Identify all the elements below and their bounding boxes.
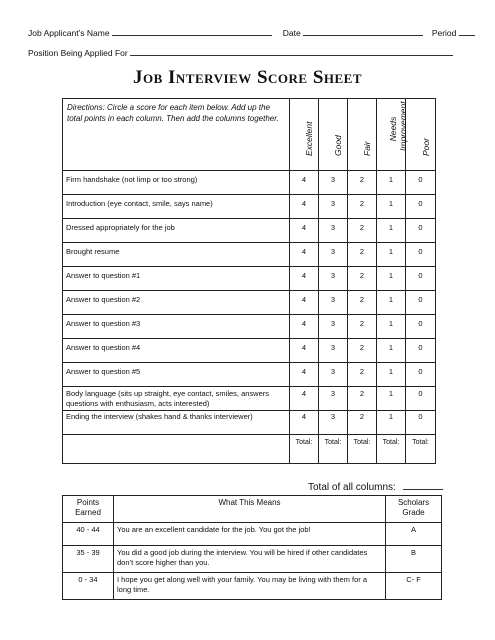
grade-row [63, 546, 442, 573]
table-row [63, 315, 436, 339]
score-cell[interactable]: 3 [319, 171, 348, 195]
score-cell[interactable]: 0 [406, 339, 436, 363]
directions-text: Directions: Circle a score for each item below. Add up the total points in each column. Then add the columns together. [63, 99, 290, 171]
scholars-grade-header: Scholars Grade [386, 496, 442, 523]
score-cell[interactable]: 2 [348, 315, 377, 339]
date-field[interactable] [303, 28, 423, 36]
position-field[interactable] [130, 48, 453, 56]
item-label: Answer to question #2 [63, 291, 290, 315]
grade-table [62, 495, 442, 600]
grade-row [63, 523, 442, 546]
score-cell[interactable]: 0 [406, 291, 436, 315]
points-earned-header: Points Earned [63, 496, 114, 523]
score-cell[interactable]: 0 [406, 315, 436, 339]
score-cell[interactable]: 4 [290, 195, 319, 219]
score-cell[interactable]: 2 [348, 195, 377, 219]
grade-meaning: You did a good job during the interview. You will be hired if other candidates don’t score higher than you. [114, 546, 386, 573]
score-cell[interactable]: 1 [377, 291, 406, 315]
total-cell-good[interactable]: Total: [319, 435, 348, 464]
points-range: 35 - 39 [63, 546, 114, 573]
grade-letter: B [386, 546, 442, 573]
score-cell[interactable]: 1 [377, 195, 406, 219]
applicant-info-line [28, 28, 475, 38]
grade-letter: A [386, 523, 442, 546]
score-cell[interactable]: 0 [406, 387, 436, 411]
score-cell[interactable]: 3 [319, 243, 348, 267]
table-row [63, 171, 436, 195]
item-label: Firm handshake (not limp or too strong) [63, 171, 290, 195]
score-cell[interactable]: 4 [290, 339, 319, 363]
grade-header-row [63, 496, 442, 523]
score-cell[interactable]: 0 [406, 363, 436, 387]
score-cell[interactable]: 0 [406, 171, 436, 195]
item-label: Ending the interview (shakes hand & thanks interviewer) [63, 411, 290, 435]
table-row [63, 363, 436, 387]
item-label: Dressed appropriately for the job [63, 219, 290, 243]
score-cell[interactable]: 2 [348, 411, 377, 435]
column-header-poor: Poor [406, 99, 436, 171]
score-cell[interactable]: 4 [290, 267, 319, 291]
score-cell[interactable]: 4 [290, 363, 319, 387]
score-cell[interactable]: 4 [290, 411, 319, 435]
total-cell-fair[interactable]: Total: [348, 435, 377, 464]
score-cell[interactable]: 3 [319, 411, 348, 435]
score-cell[interactable]: 1 [377, 315, 406, 339]
total-cell-excellent[interactable]: Total: [290, 435, 319, 464]
table-row [63, 267, 436, 291]
score-cell[interactable]: 3 [319, 363, 348, 387]
table-row [63, 411, 436, 435]
table-row [63, 387, 436, 411]
item-label: Body language (sits up straight, eye contact, smiles, answers questions with enthusiasm, acts interested) [63, 387, 290, 411]
score-cell[interactable]: 3 [319, 291, 348, 315]
score-cell[interactable]: 4 [290, 387, 319, 411]
score-cell[interactable]: 2 [348, 243, 377, 267]
score-cell[interactable]: 1 [377, 267, 406, 291]
what-this-means-header: What This Means [114, 496, 386, 523]
score-cell[interactable]: 2 [348, 267, 377, 291]
score-header-row [63, 99, 436, 171]
position-line [28, 48, 453, 58]
score-cell[interactable]: 0 [406, 267, 436, 291]
score-cell[interactable]: 1 [377, 387, 406, 411]
score-cell[interactable]: 4 [290, 243, 319, 267]
applicant-name-field[interactable] [112, 28, 272, 36]
score-cell[interactable]: 1 [377, 219, 406, 243]
page-title: Job Interview Score Sheet [132, 67, 363, 88]
total-all-label: Total of all columns: [308, 482, 396, 493]
score-cell[interactable]: 2 [348, 387, 377, 411]
position-label: Position Being Applied For [28, 48, 128, 58]
total-cell-needs-improvement[interactable]: Total: [377, 435, 406, 464]
score-cell[interactable]: 4 [290, 315, 319, 339]
score-cell[interactable]: 3 [319, 219, 348, 243]
column-header-fair: Fair [348, 99, 377, 171]
item-label: Introduction (eye contact, smile, says name) [63, 195, 290, 219]
grade-meaning: I hope you get along well with your family. You may be living with them for a long time. [114, 573, 386, 600]
table-row [63, 195, 436, 219]
score-cell[interactable]: 1 [377, 363, 406, 387]
table-row [63, 339, 436, 363]
total-all-columns [308, 481, 443, 493]
score-cell[interactable]: 2 [348, 219, 377, 243]
column-header-good: Good [319, 99, 348, 171]
score-cell[interactable]: 4 [290, 291, 319, 315]
period-label: Period [431, 28, 457, 38]
date-label: Date [282, 28, 301, 38]
period-field[interactable] [459, 28, 475, 36]
totals-row [63, 435, 436, 464]
score-cell[interactable]: 2 [348, 339, 377, 363]
item-label: Answer to question #4 [63, 339, 290, 363]
applicant-name-label: Job Applicant’s Name [28, 28, 110, 38]
score-cell[interactable]: 3 [319, 315, 348, 339]
grade-meaning: You are an excellent candidate for the job. You got the job! [114, 523, 386, 546]
score-cell[interactable]: 0 [406, 195, 436, 219]
score-cell[interactable]: 1 [377, 411, 406, 435]
column-header-excellent: Excellent [290, 99, 319, 171]
score-cell[interactable]: 0 [406, 411, 436, 435]
score-cell[interactable]: 4 [290, 171, 319, 195]
item-label: Answer to question #1 [63, 267, 290, 291]
score-cell[interactable]: 3 [319, 195, 348, 219]
score-cell[interactable]: 0 [406, 243, 436, 267]
score-cell[interactable]: 1 [377, 243, 406, 267]
score-table [62, 98, 436, 464]
score-cell[interactable]: 2 [348, 291, 377, 315]
score-cell[interactable]: 0 [406, 219, 436, 243]
total-cell-poor[interactable]: Total: [406, 435, 436, 464]
score-cell[interactable]: 4 [290, 219, 319, 243]
score-cell[interactable]: 1 [377, 171, 406, 195]
score-cell[interactable]: 2 [348, 171, 377, 195]
grade-letter: C- F [386, 573, 442, 600]
score-cell[interactable]: 3 [319, 339, 348, 363]
item-label: Brought resume [63, 243, 290, 267]
score-cell[interactable]: 3 [319, 267, 348, 291]
grade-row [63, 573, 442, 600]
column-header-needs-improvement: Needs Improvement [377, 99, 406, 171]
total-all-field[interactable] [403, 481, 443, 490]
table-row [63, 291, 436, 315]
points-range: 0 - 34 [63, 573, 114, 600]
table-row [63, 219, 436, 243]
table-row [63, 243, 436, 267]
score-cell[interactable]: 1 [377, 339, 406, 363]
totals-blank-cell [63, 435, 290, 464]
score-cell[interactable]: 2 [348, 363, 377, 387]
score-cell[interactable]: 3 [319, 387, 348, 411]
points-range: 40 - 44 [63, 523, 114, 546]
item-label: Answer to question #5 [63, 363, 290, 387]
item-label: Answer to question #3 [63, 315, 290, 339]
